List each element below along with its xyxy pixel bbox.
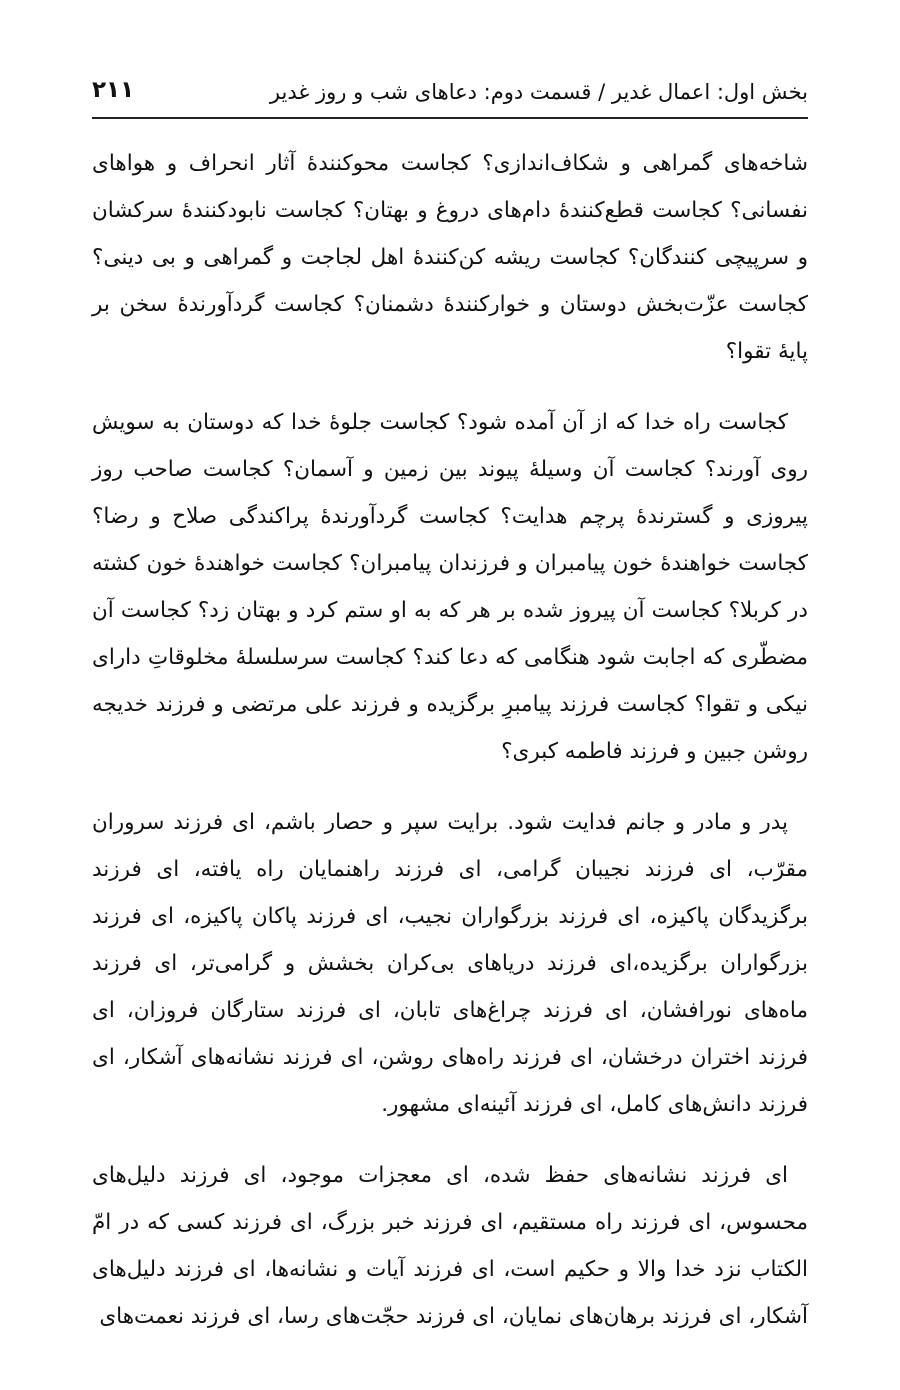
paragraph: شاخه‌های گمراهی و شکاف‌اندازی؟ کجاست محوکنندهٔ آثار انحراف و هواهای نفسانی؟ کجاست قطع‌کنندهٔ دام‌های دروغ و بهتان؟ کجاست نابودکنندهٔ سرکشان و سرپیچی کنندگان؟ کجاست ریشه کن‌کنندهٔ اهل لجاجت و گمراهی و بی دینی؟ کجاست عزّت‌بخش دوستان و خوارکنندهٔ دشمنان؟ کجاست گردآورندهٔ سخن بر پایهٔ تقوا؟ [92, 151, 808, 364]
paragraph: ای فرزند نشانه‌های حفظ شده، ای معجزات موجود، ای فرزند دلیل‌های محسوس، ای فرزند راه مستقیم، ای فرزند خبر بزرگ، ای فرزند کسی که در امّ الکتاب نزد خدا والا و حکیم است، ای فرزند آیات و نشانه‌ها، ای فرزند دلیل‌های آشکار، ای فرزند برهان‌های نمایان، ای فرزند حجّت‌های رسا، ای فرزند نعمت‌های [92, 1163, 808, 1329]
header-divider [92, 117, 808, 119]
paragraph: پدر و مادر و جانم فدایت شود. برایت سپر و حصار باشم، ای فرزند سروران مقرّب، ای فرزند نجیبان گرامی، ای فرزند راهنمایان راه یافته، ای فرزند برگزیدگان پاکیزه، ای فرزند بزرگواران نجیب، ای فرزند پاکان پاکیزه، ای فرزند بزرگواران برگزیده،ای فرزند دریاهای بی‌کران بخشش و گرامی‌تر، ای فرزند ماه‌های نورافشان، ای فرزند چراغ‌های تابان، ای فرزند ستارگان فروزان، ای فرزند اختران درخشان، ای فرزند راه‌های روشن، ای فرزند نشانه‌های آشکار، ای فرزند دانش‌های کامل، ای فرزند آئینه‌ای مشهور. [92, 810, 808, 1117]
body-text [92, 140, 808, 1364]
paragraph: کجاست راه خدا که از آن آمده شود؟ کجاست جلوهٔ خدا که دوستان به سویش روی آورند؟ کجاست آن وسیلهٔ پیوند بین زمین و آسمان؟ کجاست صاحب روز پیروزی و گسترندهٔ پرچم هدایت؟ کجاست گردآورندهٔ پراکندگی صلاح و رضا؟ کجاست خواهندهٔ خون پیامبران و فرزندان پیامبران؟ کجاست خواهندهٔ خون کشته در کربلا؟ کجاست آن پیروز شده بر هر که به او ستم کرد و بهتان زد؟ کجاست آن مضطّری که اجابت شود هنگامی که دعا کند؟ کجاست سرسلسلهٔ مخلوقاتِ دارای نیکی و تقوا؟ کجاست فرزند پیامبرِ برگزیده و فرزند علی مرتضی و فرزند خدیجه روشن جبین و فرزند فاطمه کبری؟ [92, 410, 808, 764]
running-header [92, 74, 808, 114]
chapter-title: بخش اول: اعمال غدیر / قسمت دوم: دعاهای شب و روز غدیر [269, 80, 808, 104]
page-number: ۲۱۱ [92, 77, 135, 103]
